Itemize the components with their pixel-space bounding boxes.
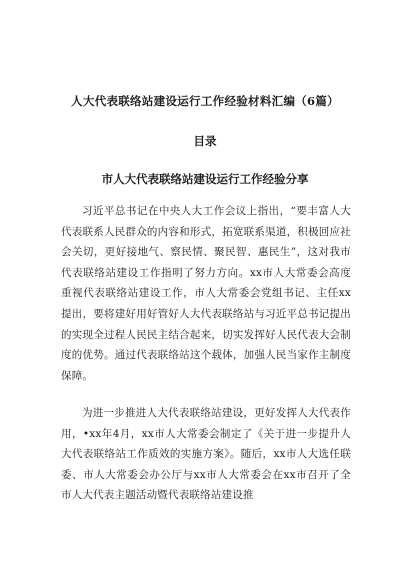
document-title: 人大代表联络站建设运行工作经验材料汇编（6篇） <box>71 94 339 108</box>
toc-heading: 目录 <box>193 134 217 148</box>
body-paragraph-1: 习近平总书记在中央人大工作会议上指出，“要丰富人大代表联系人民群众的内容和形式，拓宽联系渠道，积极回应社会关切，更好接地气、察民情、聚民智、惠民生”，这对我市代表联络站建设工作指明了努力方向。xx市人大常委会高度重视代表联络站建设工作，市人大常委会党组书记、主任xx提出，要将建好用好管好人大代表联络站与习近平总书记提出的实现全过程人民民主结合起来，切实发挥好人民代表大会制度的优势。通过代表联络站这个载体，加强人民当家作主制度保障。 <box>61 205 351 382</box>
body-paragraph-2: 为进一步推进人大代表联络站建设，更好发挥人大代表作用，•xx年4月，xx市人大常委会制定了《关于进一步提升人大代表联络站工作质效的实施方案》。随后，xx市人大选任联委、市人大常委会办公厅与xx市人大常委会在xx市召开了全市人大代表主题活动暨代表联络站建设推 <box>61 407 351 502</box>
section-title: 市人大代表联络站建设运行工作经验分享 <box>101 172 309 186</box>
